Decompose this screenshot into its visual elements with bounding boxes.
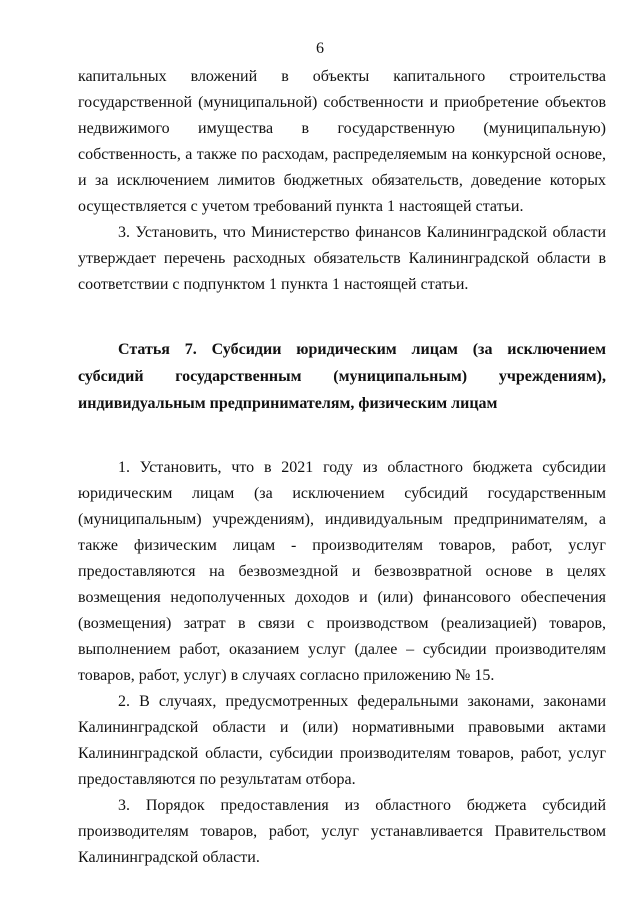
- paragraph-article6-item3: 3. Установить, что Министерство финансов Калининградской области утверждает перечень расходных обязательств Калининградской области в соответствии с подпунктом 1 пункта 1 настоящей статьи.: [78, 224, 606, 293]
- page-number: 6: [316, 40, 324, 57]
- document-body: [78, 64, 606, 871]
- paragraph-article7-item2: 2. В случаях, предусмотренных федеральными законами, законами Калининградской области и (или) нормативными правовыми актами Калининградской области, субсидии производителям товаров, работ, услуг предоставляются по результатам отбора.: [78, 693, 606, 788]
- paragraph-article7-item3: 3. Порядок предоставления из областного бюджета субсидий производителям товаров, работ, услуг устанавливается Правительством Калининградской области.: [78, 797, 606, 866]
- article-7-heading: Статья 7. Субсидии юридическим лицам (за исключением субсидий государственным (муниципальным) учреждениям), индивидуальным предпринимателям, физическим лицам: [78, 341, 606, 412]
- paragraph-article7-item1: 1. Установить, что в 2021 году из областного бюджета субсидии юридическим лицам (за исключением субсидий государственным (муниципальным) учреждениям), индивидуальным предпринимателям, а также физическим лицам - производителям товаров, работ, услуг предоставляются на безвозмездной и безвозвратной основе в целях возмещения недополученных доходов и (или) финансового обеспечения (возмещения) затрат в связи с производством (реализацией) товаров, выполнением работ, оказанием услуг (далее – субсидии производителям товаров, работ, услуг) в случаях согласно приложению № 15.: [78, 459, 606, 684]
- paragraph-continuation: капитальных вложений в объекты капитального строительства государственной (муниципальной) собственности и приобретение объектов недвижимого имущества в государственную (муниципальную) собственность, а также по расходам, распределяемым на конкурсной основе, и за исключением лимитов бюджетных обязательств, доведение которых осуществляется с учетом требований пункта 1 настоящей статьи.: [78, 68, 606, 215]
